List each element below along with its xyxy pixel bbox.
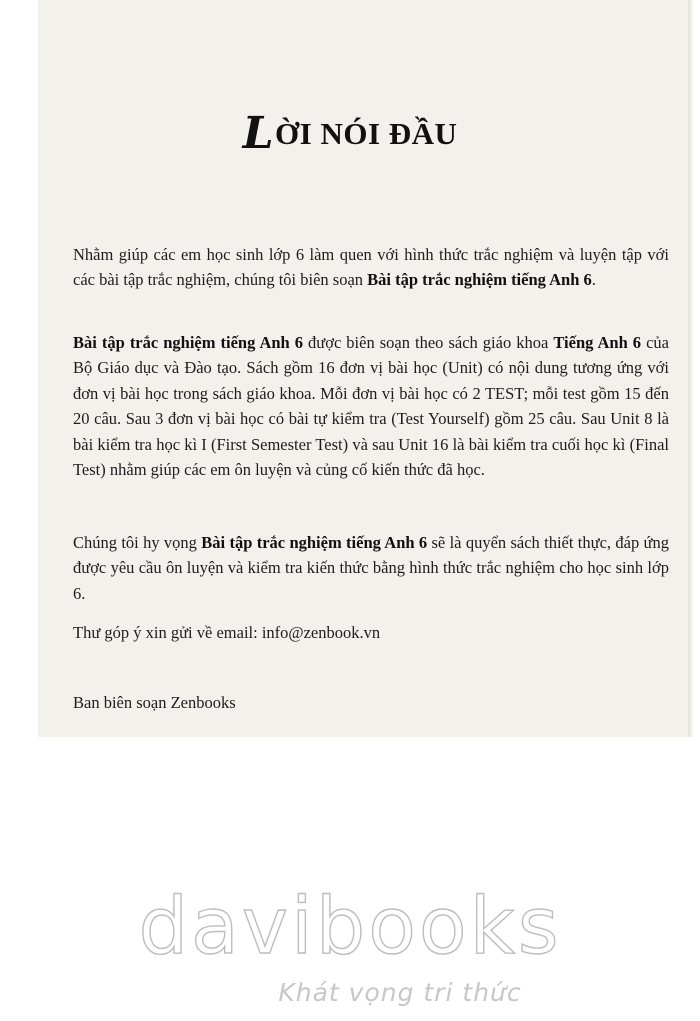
watermark-logo: davibooks (138, 882, 562, 972)
hope-text-1: Chúng tôi hy vọng (73, 533, 202, 552)
intro-end: . (591, 270, 596, 290)
hope-text-2: sẽ là quyển sách thiết thực, đáp ứng được yêu cầu ôn luyện và kiểm tra kiến thức bằng hình thức trắc nghiệm cho học sinh lớp 6. (73, 533, 669, 603)
content-book-title: Bài tập trắc nghiệm tiếng Anh 6 (73, 333, 304, 352)
paragraph-hope (73, 530, 669, 606)
contact-email-text: Thư góp ý xin gửi về email: info@zenbook.vn (73, 623, 381, 642)
signature (73, 690, 669, 715)
paragraph-intro (73, 242, 669, 293)
paragraph-contact (73, 620, 669, 645)
content-text-1: được biên soạn theo sách giáo khoa (303, 333, 554, 352)
intro-book-title: Bài tập trắc nghiệm tiếng Anh 6 (367, 270, 592, 290)
content-textbook-title: Tiếng Anh 6 (553, 333, 642, 352)
content-text-2: của Bộ Giáo dục và Đào tạo. Sách gồm 16 đơn vị bài học (Unit) có nội dung tương ứng với đơn vị bài học trong sách giáo khoa. Mỗi đơn vị bài học có 2 TEST; mỗi test gồm 15 đến 20 câu. Sau 3 đơn vị bài học có bài tự kiểm tra (Test Yourself) gồm 25 câu. Sau Unit 8 là bài kiểm tra học kì I (First Semester Test) và sau Unit 16 là bài kiểm tra cuối học kì (Final Test) nhằm giúp các em ôn luyện và củng cố kiến thức đã học. (73, 333, 669, 480)
title-rest: ỜI NÓI ĐẦU (275, 116, 458, 151)
hope-book-title: Bài tập trắc nghiệm tiếng Anh 6 (201, 533, 428, 552)
title-initial: L (242, 108, 275, 159)
intro-text: Nhằm giúp các em học sinh lớp 6 làm quen với hình thức trắc nghiệm và luyện tập với các bài tập trắc nghiệm, chúng tôi biên soạn (73, 245, 669, 290)
page-title (0, 108, 700, 159)
signature-text: Ban biên soạn Zenbooks (73, 693, 236, 712)
watermark-tagline: Khát vọng tri thức (278, 978, 522, 1007)
paragraph-content (73, 330, 669, 482)
